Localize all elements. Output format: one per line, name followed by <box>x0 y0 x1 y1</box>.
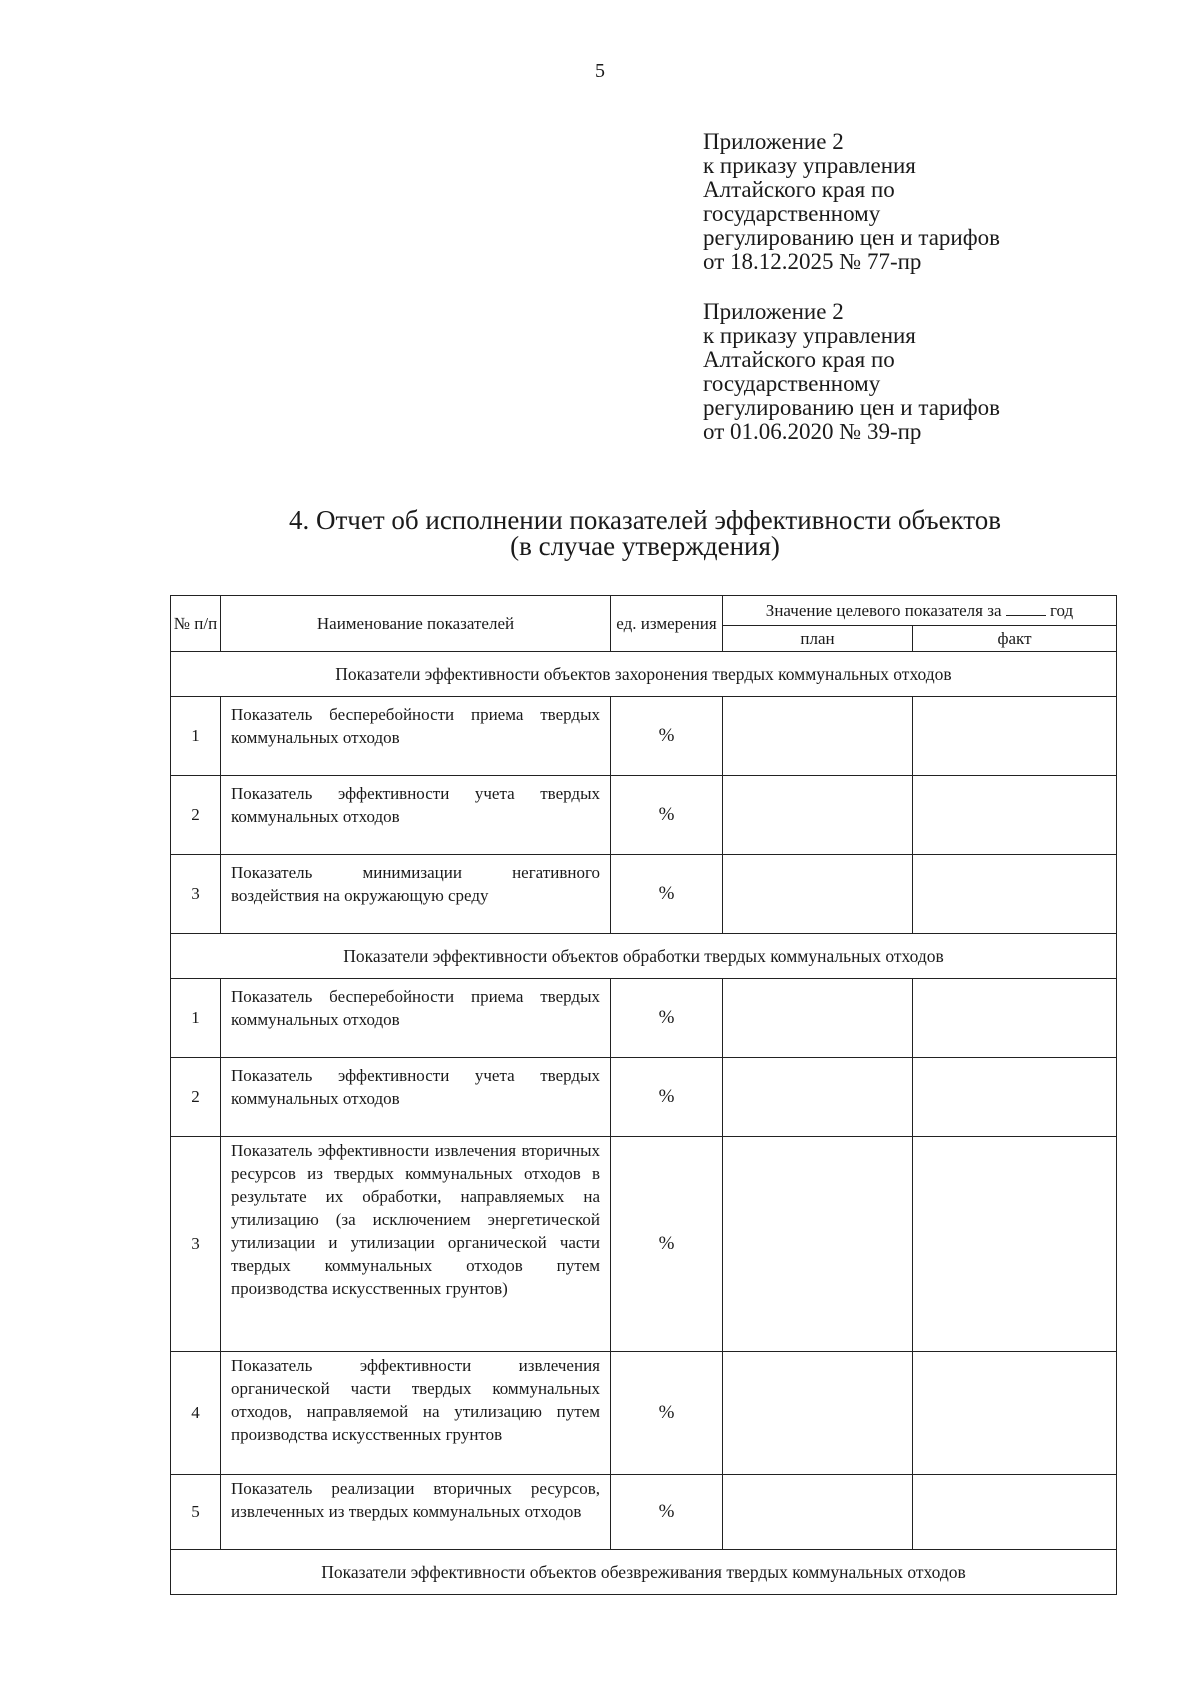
plan-cell[interactable] <box>723 697 913 776</box>
plan-cell[interactable] <box>723 1475 913 1550</box>
plan-cell[interactable] <box>723 855 913 934</box>
appendix-line: Алтайского края по <box>703 347 895 372</box>
table-row: 3 Показатель минимизации негативного воздействия на окружающую среду % <box>171 855 1117 934</box>
table-row: 1 Показатель бесперебойности приема твердых коммунальных отходов % <box>171 697 1117 776</box>
fact-cell[interactable] <box>913 1475 1117 1550</box>
header-plan: план <box>723 626 913 652</box>
table-header-row <box>171 596 1117 626</box>
indicators-table <box>170 595 1117 1595</box>
fact-cell[interactable] <box>913 979 1117 1058</box>
table-row: 2 Показатель эффективности учета твердых коммунальных отходов % <box>171 1058 1117 1137</box>
header-target-value: Значение целевого показателя за год <box>723 596 1117 626</box>
header-fact: факт <box>913 626 1117 652</box>
table-row: 5 Показатель реализации вторичных ресурсов, извлеченных из твердых коммунальных отходов % <box>171 1475 1117 1550</box>
appendix-line: Алтайского края по <box>703 177 895 202</box>
appendix-line: от 18.12.2025 № 77-пр <box>703 249 922 274</box>
table-row: 2 Показатель эффективности учета твердых коммунальных отходов % <box>171 776 1117 855</box>
plan-cell[interactable] <box>723 1352 913 1475</box>
appendix-line: к приказу управления <box>703 323 916 348</box>
section-header-burial: Показатели эффективности объектов захоронения твердых коммунальных отходов <box>171 652 1117 697</box>
section-header-processing: Показатели эффективности объектов обработки твердых коммунальных отходов <box>171 934 1117 979</box>
appendix-line: Приложение 2 <box>703 129 844 154</box>
fact-cell[interactable] <box>913 697 1117 776</box>
appendix-line: регулированию цен и тарифов <box>703 395 1000 420</box>
year-blank <box>1006 601 1046 616</box>
appendix-line: государственному <box>703 371 881 396</box>
table-row: 3 Показатель эффективности извлечения вторичных ресурсов из твердых коммунальных отходов в результате их обработки, направляемых на утилизацию (за исключением энергетической утилизации и утилизации органической части твердых коммунальных отходов путем производства искусственных грунтов) % <box>171 1137 1117 1352</box>
fact-cell[interactable] <box>913 1352 1117 1475</box>
header-unit: ед. измерения <box>611 596 723 652</box>
fact-cell[interactable] <box>913 855 1117 934</box>
fact-cell[interactable] <box>913 776 1117 855</box>
header-num: № п/п <box>171 596 221 652</box>
plan-cell[interactable] <box>723 1058 913 1137</box>
plan-cell[interactable] <box>723 776 913 855</box>
table-row: 4 Показатель эффективности извлечения органической части твердых коммунальных отходов, направляемой на утилизацию путем производства искусственных грунтов % <box>171 1352 1117 1475</box>
plan-cell[interactable] <box>723 979 913 1058</box>
plan-cell[interactable] <box>723 1137 913 1352</box>
header-name: Наименование показателей <box>221 596 611 652</box>
fact-cell[interactable] <box>913 1058 1117 1137</box>
appendix-note-original <box>703 300 1143 444</box>
fact-cell[interactable] <box>913 1137 1117 1352</box>
appendix-note-current <box>703 130 1143 274</box>
section-header-neutralization: Показатели эффективности объектов обезвреживания твердых коммунальных отходов <box>171 1550 1117 1595</box>
table-row: 1 Показатель бесперебойности приема твердых коммунальных отходов % <box>171 979 1117 1058</box>
page-number: 5 <box>595 60 605 82</box>
report-title-line-1: 4. Отчет об исполнении показателей эффективности объектов <box>288 505 1002 535</box>
report-title <box>0 507 1200 559</box>
appendix-line: регулированию цен и тарифов <box>703 225 1000 250</box>
appendix-line: от 01.06.2020 № 39-пр <box>703 419 922 444</box>
appendix-line: государственному <box>703 201 881 226</box>
appendix-line: Приложение 2 <box>703 299 844 324</box>
report-title-line-2: (в случае утверждения) <box>510 531 780 561</box>
appendix-line: к приказу управления <box>703 153 916 178</box>
